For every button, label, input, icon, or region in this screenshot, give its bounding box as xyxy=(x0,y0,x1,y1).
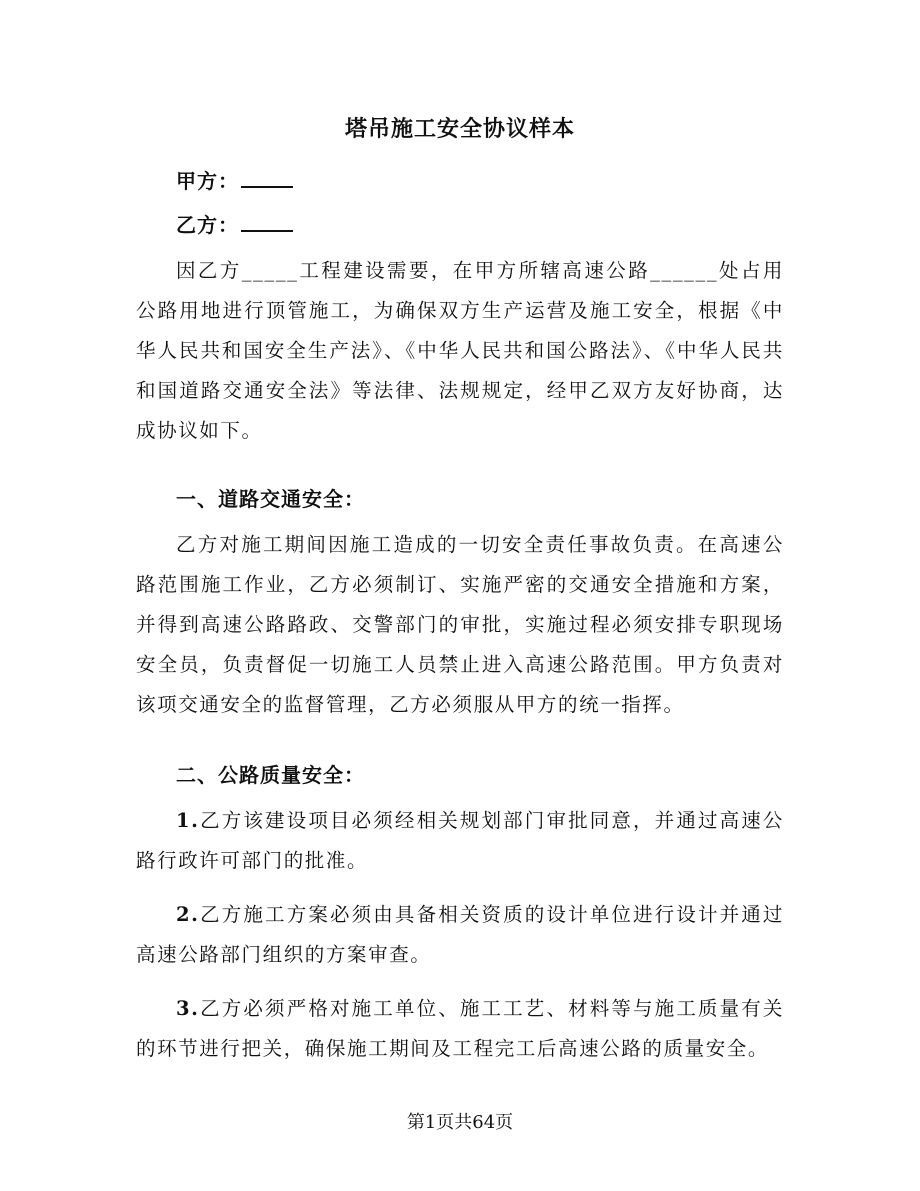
item1-text: 乙方该建设项目必须经相关规划部门审批同意，并通过高速公路行政许可部门的批准。 xyxy=(136,809,784,872)
section2-heading: 二、公路质量安全： xyxy=(176,763,365,787)
section2-item-1 xyxy=(136,801,784,881)
party-a-blank xyxy=(241,164,293,188)
section2-item-3 xyxy=(136,989,784,1069)
item2-text: 乙方施工方案必须由具备相关资质的设计单位进行设计并通过高速公路部门组织的方案审查。 xyxy=(136,903,784,966)
page-title: 塔吊施工安全协议样本 xyxy=(344,116,575,142)
party-b-label: 乙方： xyxy=(176,213,239,237)
item1-number: 1. xyxy=(176,809,200,832)
party-b-blank xyxy=(241,208,293,232)
party-a-label: 甲方： xyxy=(176,169,239,193)
intro-paragraph: 因乙方_____工程建设需要，在甲方所辖高速公路______处占用公路用地进行顶管施工，为确保双方生产运营及施工安全，根据《中华人民共和国安全生产法》、《中华人民共和国公路法》、《中华人民共和国道路交通安全法》等法律、法规规定，经甲乙双方友好协商，达成协议如下。 xyxy=(136,259,784,442)
section2-item-2 xyxy=(136,895,784,975)
section1-paragraph: 乙方对施工期间因施工造成的一切安全责任事故负责。在高速公路范围施工作业，乙方必须制订、实施严密的交通安全措施和方案，并得到高速公路路政、交警部门的审批，实施过程必须安排专职现场安全员，负责督促一切施工人员禁止进入高速公路范围。甲方负责对该项交通安全的监督管理，乙方必须服从甲方的统一指挥。 xyxy=(136,533,784,716)
item2-number: 2. xyxy=(176,903,200,926)
item3-number: 3. xyxy=(176,997,200,1020)
page-indicator: 第1页共64页 xyxy=(406,1112,514,1133)
party-b-line xyxy=(176,205,293,245)
section1-heading: 一、道路交通安全： xyxy=(176,487,365,511)
party-a-line xyxy=(176,161,293,201)
item3-text: 乙方必须严格对施工单位、施工工艺、材料等与施工质量有关的环节进行把关，确保施工期间及工程完工后高速公路的质量安全。 xyxy=(136,997,784,1060)
